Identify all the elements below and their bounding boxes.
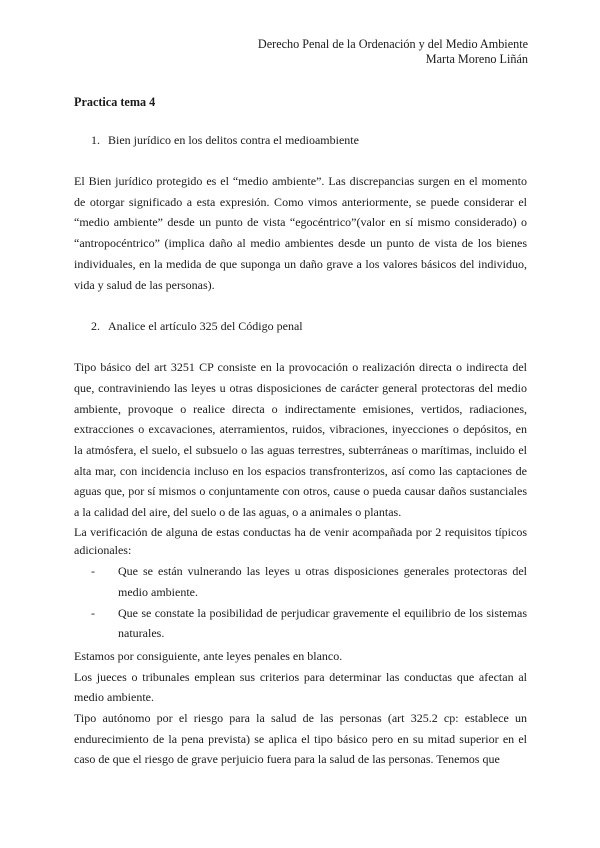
list-item-text: Que se constate la posibilidad de perjudicar gravemente el equilibrio de los sistemas naturales. bbox=[118, 605, 527, 641]
list-item bbox=[74, 561, 527, 602]
requirements-list bbox=[74, 561, 527, 643]
section-1-paragraph: El Bien jurídico protegido es el “medio ambiente”. Las discrepancias surgen en el momento de otorgar significado a esta expresión. Como vimos anteriormente, se puede considerar el “medio ambiente” desde un punto de vista “egocéntrico”(valor en sí mismo considerado) o “antropocéntrico” (implica daño al medio ambientes desde un punto de vista de los bienes individuales, en la medida de que suponga un daño grave a los valores básicos del individuo, vida y salud de las personas). bbox=[74, 174, 527, 292]
section-2-paragraph-4: Los jueces o tribunales emplean sus criterios para determinar las conductas que afectan al medio ambiente. bbox=[74, 669, 527, 705]
section-2-paragraph-1: Tipo básico del art 3251 CP consiste en la provocación o realización directa o indirecta del que, contraviniendo las leyes u otras disposiciones de carácter general protectoras del medio ambiente, provoque o realice directa o indirectamente emisiones, vertidos, radiaciones, extracciones o excavaciones, aterramientos, ruidos, vibraciones, inyecciones o depósitos, en la atmósfera, el suelo, el subsuelo o las aguas terrestres, subterráneas o marítimas, incluido el alta mar, con incidencia incluso en los espacios transfronterizos, así como las captaciones de aguas que, por sí mismos o conjuntamente con otros, cause o pueda causar daños sustanciales a la calidad del aire, del suelo o de las aguas, o a animales o plantas. bbox=[74, 360, 527, 520]
section-2-number: 2. bbox=[91, 319, 100, 334]
document-body bbox=[74, 93, 527, 770]
section-1-heading-text: Bien jurídico en los delitos contra el medioambiente bbox=[108, 133, 359, 147]
section-2-heading-text: Analice el artículo 325 del Código penal bbox=[108, 319, 303, 334]
section-1-number: 1. bbox=[91, 133, 100, 147]
section-2-paragraph-3: Estamos por consiguiente, ante leyes penales en blanco. bbox=[74, 648, 343, 663]
section-1-heading bbox=[74, 131, 527, 149]
page-header bbox=[258, 37, 528, 67]
section-2-paragraph-2: La verificación de alguna de estas conductas ha de venir acompañada por 2 requisitos típicos adicionales: bbox=[74, 524, 527, 558]
header-author-name: Marta Moreno Liñán bbox=[425, 52, 528, 66]
header-course-title: Derecho Penal de la Ordenación y del Medio Ambiente bbox=[257, 37, 528, 51]
section-2-heading bbox=[74, 317, 527, 335]
section-2-paragraph-5: Tipo autónomo por el riesgo para la salud de las personas (art 325.2 cp: establece un endurecimiento de la pena prevista) se aplica el tipo básico pero en su mitad superior en el caso de que el riesgo de grave perjuicio fuera para la salud de las personas. Tenemos que bbox=[74, 710, 527, 767]
list-item-dash: - bbox=[91, 605, 95, 620]
list-item-text: Que se están vulnerando las leyes u otras disposiciones generales protectoras del medio ambiente. bbox=[118, 564, 527, 600]
list-item bbox=[74, 603, 527, 644]
list-item-dash: - bbox=[91, 564, 95, 579]
document-title: Practica tema 4 bbox=[74, 95, 156, 109]
